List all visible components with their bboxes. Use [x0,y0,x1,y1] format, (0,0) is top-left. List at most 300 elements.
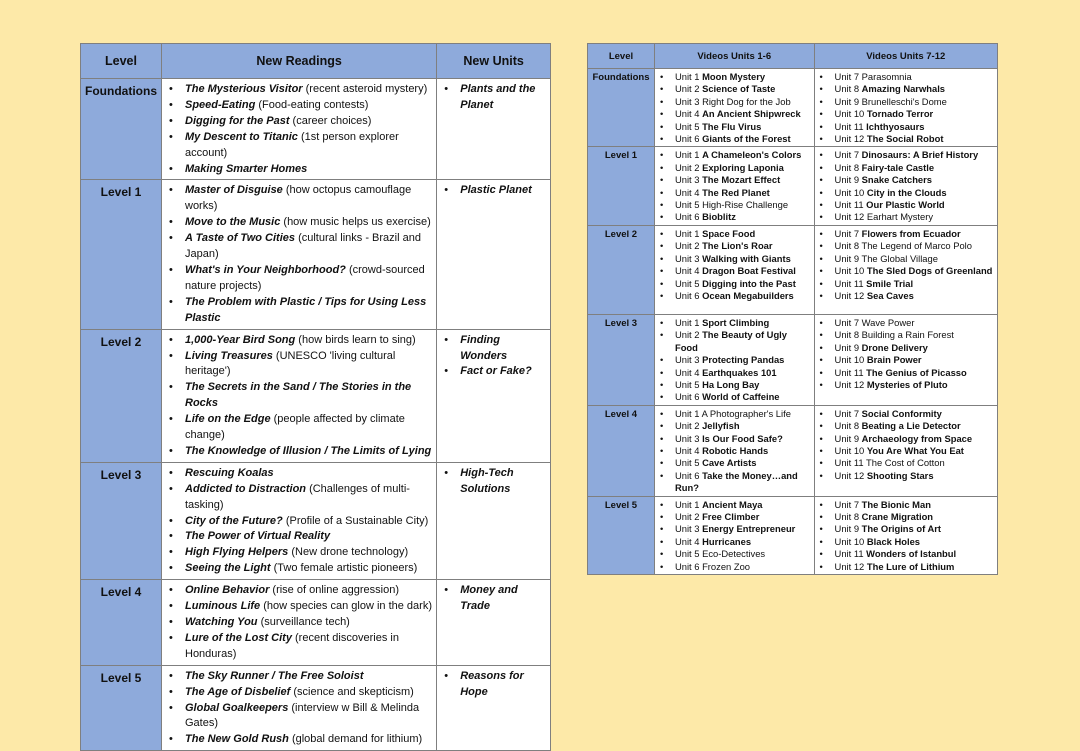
list-item [166,561,432,577]
list-item [658,71,811,83]
video-title: Sport Climbing [702,316,770,328]
video-title: Brunelleschi's Dome [861,95,947,107]
list-item [166,514,432,530]
reading-title: A Taste of Two Cities [185,232,296,245]
reading-note: (people affected by climate change) [185,413,405,442]
list-item [166,412,432,444]
reading-note: (Food-eating contests) [255,98,369,111]
readings-cell [162,462,437,579]
video-title: The Mozart Effect [702,174,781,186]
reading-note: (crowd-sourced nature projects) [185,263,425,292]
reading-title: Rescuing Koalas [185,466,274,479]
video-title: Archaeology from Space [861,432,973,444]
list-item [818,149,994,161]
video-title: Fairy-tale Castle [861,161,935,173]
units-cell [437,329,551,462]
unit-number: Unit 4 [674,535,700,547]
table-row [588,405,998,496]
video-title: An Ancient Shipwreck [702,108,801,120]
list-item [166,583,432,599]
list-item [658,354,811,366]
unit-number: Unit 4 [674,444,700,456]
list-item [818,511,994,523]
list-item [818,253,994,265]
reading-title: Watching You [185,616,258,628]
list-item [658,420,811,432]
unit-number: Unit 11 [834,457,864,469]
reading-note: (interview w Bill & Melinda Gates) [185,701,420,730]
unit-title: Money and Trade [460,584,518,613]
unit-number: Unit 5 [674,457,700,469]
unit-number: Unit 12 [834,378,865,390]
video-title: Ha Long Bay [702,378,760,390]
video-title: A Photographer's Life [701,407,791,419]
unit-number: Unit 5 [674,277,700,289]
video-title: Wonders of Istanbul [866,548,957,560]
table-row [81,462,551,579]
videos-cell [654,405,814,496]
readings-list [166,333,432,460]
unit-number: Unit 3 [674,252,700,264]
video-title: Black Holes [866,535,921,547]
unit-number: Unit 3 [674,354,700,366]
unit-number: Unit 5 [674,548,700,560]
videos-cell [654,225,814,314]
readings-cell [162,329,437,462]
video-title: The Legend of Marco Polo [861,240,972,252]
unit-number: Unit 1 [674,316,700,328]
video-title: Bioblitz [702,211,736,223]
video-title: Our Plastic World [866,199,945,211]
level-cell: Level 5 [81,665,162,751]
list-item [658,108,811,120]
unit-number: Unit 8 [834,420,860,432]
reading-title: The Sky Runner / The Free Soloist [185,669,364,682]
reading-note: (Two female artistic pioneers) [270,562,418,575]
unit-number: Unit 8 [834,510,860,522]
unit-number: Unit 12 [834,289,865,301]
videos-list [818,408,994,482]
unit-number: Unit 11 [834,548,864,560]
list-item [818,470,994,482]
list-item [658,265,811,277]
level-cell: Foundations [81,79,162,180]
video-title: Snake Catchers [861,174,933,186]
list-item [818,420,994,432]
readings-cell [162,580,437,666]
reading-note: (New drone technology) [288,546,409,559]
list-item [166,545,432,561]
video-title: Energy Entrepreneur [702,523,796,535]
table-row [81,180,551,329]
unit-title: Fact or Fake? [460,365,532,378]
reading-title: The Power of Virtual Reality [185,530,331,543]
list-item [658,367,811,379]
unit-title: Finding Wonders [460,333,508,362]
reading-note: (global demand for lithium) [288,733,423,746]
video-title: Mysteries of Pluto [866,378,948,390]
video-title: Crane Migration [861,510,934,522]
reading-title: The Age of Disbelief [185,685,291,698]
reading-note: (how birds learn to sing) [295,333,416,346]
level-cell: Level 4 [588,405,655,496]
readings-list [166,669,432,749]
unit-title: Reasons for Hope [460,669,524,698]
list-item [166,529,432,545]
reading-note: (surveillance tech) [257,616,350,628]
units-list [441,333,546,381]
readings-table [80,43,551,751]
video-title: The Flu Virus [702,120,762,132]
table-row [588,314,998,405]
videos-list [658,408,811,495]
video-title: Smile Trial [866,277,914,289]
video-title: Shooting Stars [866,469,934,481]
level-cell: Level 1 [588,147,655,225]
reading-note: (science and skepticism) [290,685,414,698]
unit-number: Unit 1 [674,149,700,161]
header-new-readings: New Readings [162,44,437,79]
units-list [441,669,546,701]
list-item [818,499,994,511]
unit-number: Unit 2 [674,420,700,432]
level-cell: Foundations [588,69,655,147]
video-title: Protecting Pandas [702,354,785,366]
video-title: You Are What You Eat [866,444,964,456]
video-title: Frozen Zoo [702,560,751,572]
video-title: The Sled Dogs of Greenland [866,265,993,277]
unit-number: Unit 5 [674,378,700,390]
list-item [441,669,546,701]
videos-list [818,499,994,573]
video-title: The Genius of Picasso [866,366,967,378]
video-title: Sea Caves [866,289,914,301]
list-item [441,183,546,199]
list-item [818,265,994,277]
readings-cell [162,665,437,751]
unit-number: Unit 6 [674,560,700,572]
videos-cell [654,147,814,225]
unit-number: Unit 12 [834,560,865,572]
list-item [658,174,811,186]
list-item [818,317,994,329]
list-item [166,466,432,482]
unit-number: Unit 8 [834,240,860,252]
unit-number: Unit 10 [834,265,865,277]
list-item [818,290,994,302]
list-item [818,174,994,186]
units-cell [437,665,551,751]
unit-number: Unit 6 [674,211,700,223]
unit-number: Unit 2 [674,240,700,252]
videos-cell [814,147,997,225]
list-item [818,108,994,120]
list-item [166,482,432,514]
list-item [166,669,432,685]
list-item [166,162,432,178]
readings-list [166,466,432,577]
videos-cell [814,314,997,405]
unit-number: Unit 9 [834,174,860,186]
unit-number: Unit 10 [834,186,865,198]
table-row [588,69,998,147]
reading-note: (rise of online aggression) [269,584,399,597]
list-item [818,445,994,457]
units-list [441,183,546,199]
header-videos-units-7-12: Videos Units 7-12 [814,44,997,69]
video-title: Ichthyosaurs [866,120,925,132]
table-row [81,665,551,751]
video-title: World of Caffeine [702,391,780,403]
video-title: Earhart Mystery [866,211,934,223]
unit-number: Unit 11 [834,366,864,378]
reading-note: (career choices) [289,114,372,127]
reading-note: (cultural links - Brazil and Japan) [185,232,421,261]
reading-note: (recent asteroid mystery) [302,83,428,95]
video-title: Beating a Lie Detector [861,420,961,432]
header-videos-units-1-6: Videos Units 1-6 [654,44,814,69]
list-item [818,457,994,469]
table-row [588,147,998,225]
reading-title: Speed-Eating [185,98,256,111]
reading-title: Lure of the Lost City [185,631,292,644]
reading-note: (how species can glow in the dark) [260,600,432,613]
list-item [658,523,811,535]
reading-title: Master of Disguise [185,184,283,197]
video-title: The Global Village [861,252,938,264]
unit-number: Unit 10 [834,354,865,366]
reading-title: City of the Future? [185,514,283,527]
unit-number: Unit 12 [834,469,865,481]
unit-number: Unit 9 [834,432,860,444]
header-level: Level [588,44,655,69]
table-row [81,329,551,462]
video-title: Tornado Terror [866,108,934,120]
reading-title: The Knowledge of Illusion / The Limits of Lying [185,444,432,457]
list-item [658,228,811,240]
list-item [658,317,811,329]
list-item [818,354,994,366]
list-item [658,211,811,223]
unit-title: Plastic Planet [460,184,532,197]
list-item [818,211,994,223]
list-item [658,457,811,469]
list-item [658,391,811,403]
list-item [658,470,811,495]
unit-number: Unit 3 [674,432,700,444]
readings-cell [162,180,437,329]
reading-title: Luminous Life [185,600,261,613]
list-item [166,98,432,114]
readings-list [166,82,432,177]
videos-list [658,228,811,302]
list-item [658,162,811,174]
reading-title: Making Smarter Homes [185,162,308,175]
reading-title: The New Gold Rush [185,733,289,746]
video-title: Digging into the Past [702,277,796,289]
unit-number: Unit 7 [834,71,860,82]
video-title: Flowers from Ecuador [861,227,961,239]
list-item [658,379,811,391]
video-title: Amazing Narwhals [861,83,946,95]
unit-number: Unit 7 [834,149,860,161]
unit-number: Unit 7 [834,407,860,419]
video-title: Social Conformity [861,407,942,419]
reading-title: The Secrets in the Sand / The Stories in the Rocks [185,381,412,410]
video-title: Ocean Megabuilders [702,289,794,301]
unit-number: Unit 8 [834,329,860,341]
list-item [818,162,994,174]
unit-number: Unit 4 [674,366,700,378]
video-title: Jellyfish [702,420,740,432]
reading-title: The Mysterious Visitor [185,83,303,95]
unit-number: Unit 7 [834,316,860,328]
units-list [441,466,546,498]
videos-cell [814,405,997,496]
unit-number: Unit 9 [834,523,860,535]
level-cell: Level 1 [81,180,162,329]
video-title: Brain Power [866,354,922,366]
list-item [166,631,432,663]
video-title: Giants of the Forest [702,133,791,145]
videos-list [818,317,994,391]
list-item [658,121,811,133]
videos-cell [814,69,997,147]
table-row [588,496,998,574]
list-item [166,599,432,615]
list-item [658,561,811,573]
video-title: A Chameleon's Colors [702,149,802,161]
list-item [818,83,994,95]
unit-number: Unit 11 [834,120,864,132]
unit-title: Plants and the Planet [460,83,536,111]
unit-number: Unit 10 [834,108,865,120]
videos-list [658,499,811,573]
list-item [818,187,994,199]
video-title: Ancient Maya [702,498,763,510]
reading-title: High Flying Helpers [185,546,289,559]
videos-list [818,149,994,223]
list-item [658,548,811,560]
video-title: Dinosaurs: A Brief History [861,149,979,161]
list-item [166,82,432,98]
level-cell: Level 2 [588,225,655,314]
list-item [818,228,994,240]
video-title: The Red Planet [702,186,770,198]
readings-list [166,183,432,326]
videos-cell [654,69,814,147]
video-title: Dragon Boat Festival [702,265,796,277]
list-item [818,121,994,133]
list-item [818,96,994,108]
header-level: Level [81,44,162,79]
unit-title: High-Tech Solutions [460,466,514,495]
list-item [818,523,994,535]
video-title: Drone Delivery [861,341,928,353]
videos-list [818,228,994,302]
videos-list [658,71,811,145]
list-item [441,466,546,498]
list-item [658,433,811,445]
reading-note: (recent discoveries in Honduras) [185,631,399,660]
list-item [166,333,432,349]
table-row [81,79,551,180]
video-title: The Beauty of Ugly Food [674,329,787,353]
unit-number: Unit 9 [834,341,860,353]
video-title: Robotic Hands [702,444,769,456]
list-item [818,536,994,548]
unit-number: Unit 6 [674,289,700,301]
unit-number: Unit 1 [674,498,700,510]
unit-number: Unit 10 [834,444,865,456]
list-item [658,536,811,548]
level-cell: Level 3 [81,462,162,579]
reading-title: Global Goalkeepers [185,701,289,714]
list-item [658,278,811,290]
list-item [441,82,546,114]
unit-number: Unit 9 [834,252,860,264]
unit-number: Unit 2 [674,510,700,522]
videos-cell [654,314,814,405]
reading-title: Seeing the Light [185,562,271,575]
video-title: The Cost of Cotton [866,457,945,469]
units-cell [437,462,551,579]
list-item [166,380,432,412]
unit-number: Unit 8 [834,161,860,173]
list-item [818,379,994,391]
list-item [658,253,811,265]
list-item [658,408,811,420]
list-item [658,133,811,145]
list-item [818,240,994,252]
list-item [166,615,432,631]
video-title: Space Food [702,227,756,239]
header-new-units: New Units [437,44,551,79]
unit-number: Unit 2 [674,329,700,341]
unit-number: Unit 7 [834,498,860,510]
videos-list [658,317,811,404]
unit-number: Unit 4 [674,108,700,120]
list-item [658,96,811,108]
list-item [818,199,994,211]
videos-cell [814,496,997,574]
unit-number: Unit 10 [834,535,865,547]
video-title: Wave Power [861,316,915,328]
units-list [441,82,546,114]
unit-number: Unit 1 [674,407,700,419]
list-item [818,408,994,420]
video-title: Take the Money…and Run? [674,469,798,494]
video-title: The Bionic Man [861,498,931,510]
level-cell: Level 4 [81,580,162,666]
reading-note: (how octopus camouflage works) [185,184,412,213]
video-title: Hurricanes [702,535,752,547]
readings-list [166,583,432,663]
reading-note: (UNESCO 'living cultural heritage') [185,349,396,378]
reading-title: What's in Your Neighborhood? [185,263,346,276]
video-title: The Lion's Roar [702,240,773,252]
videos-list [818,71,994,145]
list-item [818,329,994,341]
list-item [166,114,432,130]
videos-table [587,43,998,575]
list-item [166,130,432,162]
unit-number: Unit 3 [674,523,700,535]
reading-note: (1st person explorer account) [185,130,399,159]
list-item [166,444,432,460]
unit-number: Unit 9 [834,95,860,107]
table-row [588,225,998,314]
